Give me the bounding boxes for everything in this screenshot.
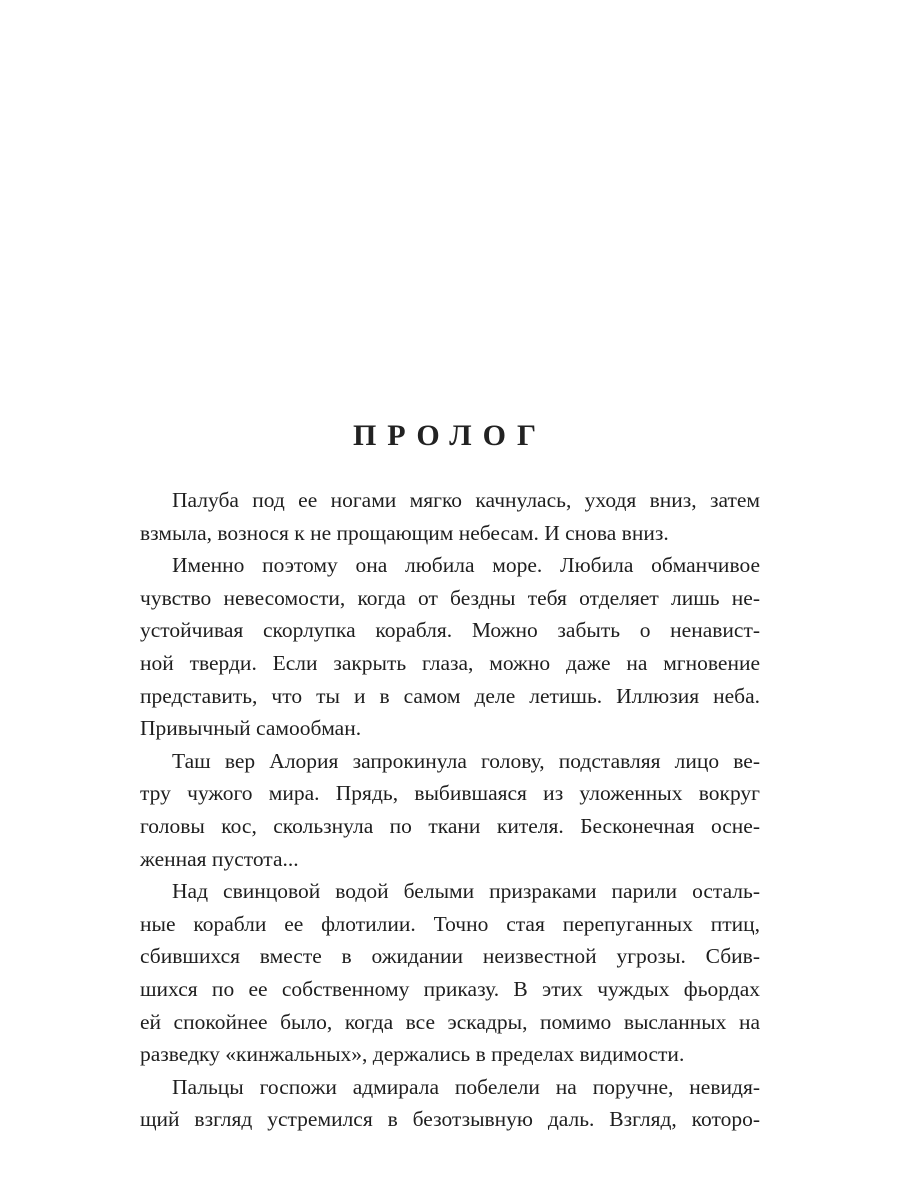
- text-line: устойчивая скорлупка корабля. Можно забыть о ненавист-: [140, 618, 760, 643]
- text-line: Таш вер Алория запрокинула голову, подставляя лицо ве-: [172, 748, 760, 773]
- text-line: взмыла, вознося к не прощающим небесам. И снова вниз.: [140, 520, 669, 545]
- text-line: чувство невесомости, когда от бездны тебя отделяет лишь не-: [140, 585, 760, 610]
- text-line: головы кос, скользнула по ткани кителя. Бесконечная осне-: [140, 813, 760, 838]
- text-line: разведку «кинжальных», держались в пределах видимости.: [140, 1042, 685, 1067]
- text-line: шихся по ее собственному приказу. В этих чуждых фьордах: [140, 976, 760, 1001]
- text-line: тру чужого мира. Прядь, выбившаяся из уложенных вокруг: [140, 781, 760, 806]
- text-line: представить, что ты и в самом деле летишь. Иллюзия неба.: [140, 683, 760, 708]
- text-line: ей спокойнее было, когда все эскадры, помимо высланных на: [140, 1009, 760, 1034]
- text-line: сбившихся вместе в ожидании неизвестной угрозы. Сбив-: [140, 944, 760, 969]
- chapter-title: ПРОЛОГ: [352, 419, 548, 452]
- text-line: ные корабли ее флотилии. Точно стая перепуганных птиц,: [140, 911, 760, 936]
- text-line: Привычный самообман.: [140, 716, 362, 741]
- text-line: Над свинцовой водой белыми призраками парили осталь-: [172, 879, 760, 904]
- text-line: ной тверди. Если закрыть глаза, можно даже на мгновение: [140, 650, 760, 675]
- text-line: женная пустота...: [140, 846, 299, 871]
- text-line: щий взгляд устремился в безотзывную даль. Взгляд, которо-: [140, 1107, 760, 1132]
- text-line: Палуба под ее ногами мягко качнулась, уходя вниз, затем: [172, 488, 760, 512]
- prologue-text: [140, 484, 760, 1136]
- text-line: Именно поэтому она любила море. Любила обманчивое: [172, 553, 760, 578]
- text-line: Пальцы госпожи адмирала побелели на поручне, невидя-: [172, 1074, 760, 1099]
